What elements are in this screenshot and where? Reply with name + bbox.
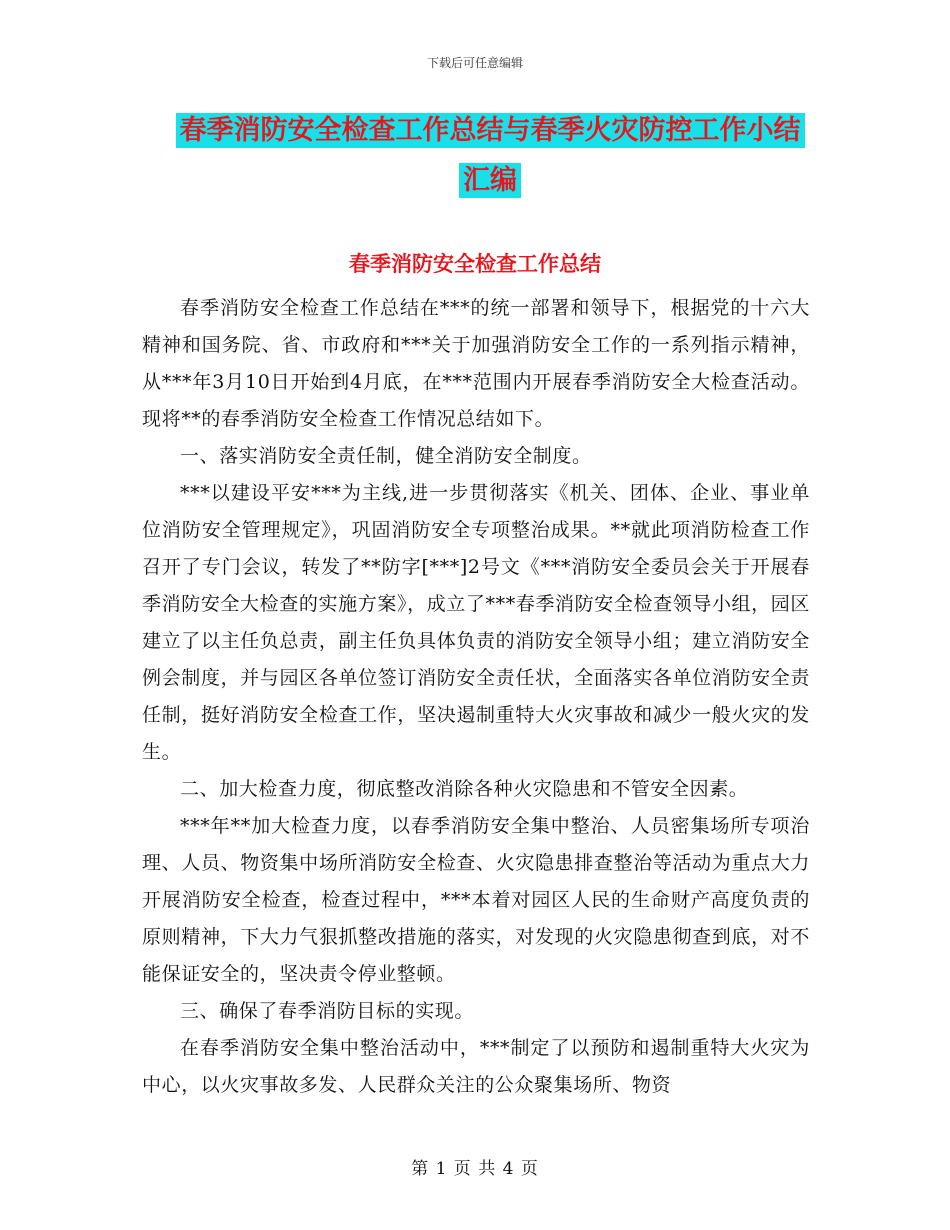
title-line-2	[140, 156, 840, 206]
body-text	[142, 290, 810, 1104]
title-highlight-2: 汇编	[459, 163, 521, 198]
paragraph-section-2: ***年**加大检查力度，以春季消防安全集中整治、人员密集场所专项治理、人员、物资集中场所消防安全检查、火灾隐患排查整治等活动为重点大力开展消防安全检查，检查过程中，***本着对园区人民的生命财产高度负责的原则精神，下大力气狠抓整改措施的落实，对发现的火灾隐患彻查到底，对不能保证安全的，坚决责令停业整顿。	[142, 815, 810, 985]
document-title	[140, 106, 840, 206]
paragraph-heading-3: 三、确保了春季消防目标的实现。	[180, 1000, 475, 1022]
section-title: 春季消防安全检查工作总结	[349, 252, 601, 276]
paragraph-heading-2: 二、加大检查力度，彻底整改消除各种火灾隐患和不管安全因素。	[180, 778, 749, 800]
header-note: 下载后可任意编辑	[426, 56, 523, 70]
paragraph-intro: 春季消防安全检查工作总结在***的统一部署和领导下，根据党的十六大精神和国务院、省、市政府和***关于加强消防安全工作的一系列指示精神，从***年3月10日开始到4月底，在***范围内开展春季消防安全大检查活动。现将**的春季消防安全检查工作情况总结如下。	[142, 297, 810, 430]
paragraph-section-3: 在春季消防安全集中整治活动中，***制定了以预防和遏制重特大火灾为中心，以火灾事故多发、人民群众关注的公众聚集场所、物资	[142, 1037, 810, 1096]
paragraph-heading-1: 一、落实消防安全责任制，健全消防安全制度。	[180, 445, 592, 467]
paragraph-section-1: ***以建设平安***为主线,进一步贯彻落实《机关、团体、企业、事业单位消防安全管理规定》，巩固消防安全专项整治成果。**就此项消防检查工作召开了专门会议，转发了**防字[***]2号文《***消防安全委员会关于开展春季消防安全大检查的实施方案》，成立了***春季消防安全检查领导小组，园区建立了以主任负总责，副主任负具体负责的消防安全领导小组；建立消防安全例会制度，并与园区各单位签订消防安全责任状，全面落实各单位消防安全责任制，挺好消防安全检查工作，坚决遏制重特大火灾事故和减少一般火灾的发生。	[142, 482, 810, 763]
title-highlight-1: 春季消防安全检查工作总结与春季火灾防控工作小结	[176, 113, 805, 148]
page-footer: 第 1 页 共 4 页	[411, 1159, 539, 1179]
title-line-1	[140, 106, 840, 156]
